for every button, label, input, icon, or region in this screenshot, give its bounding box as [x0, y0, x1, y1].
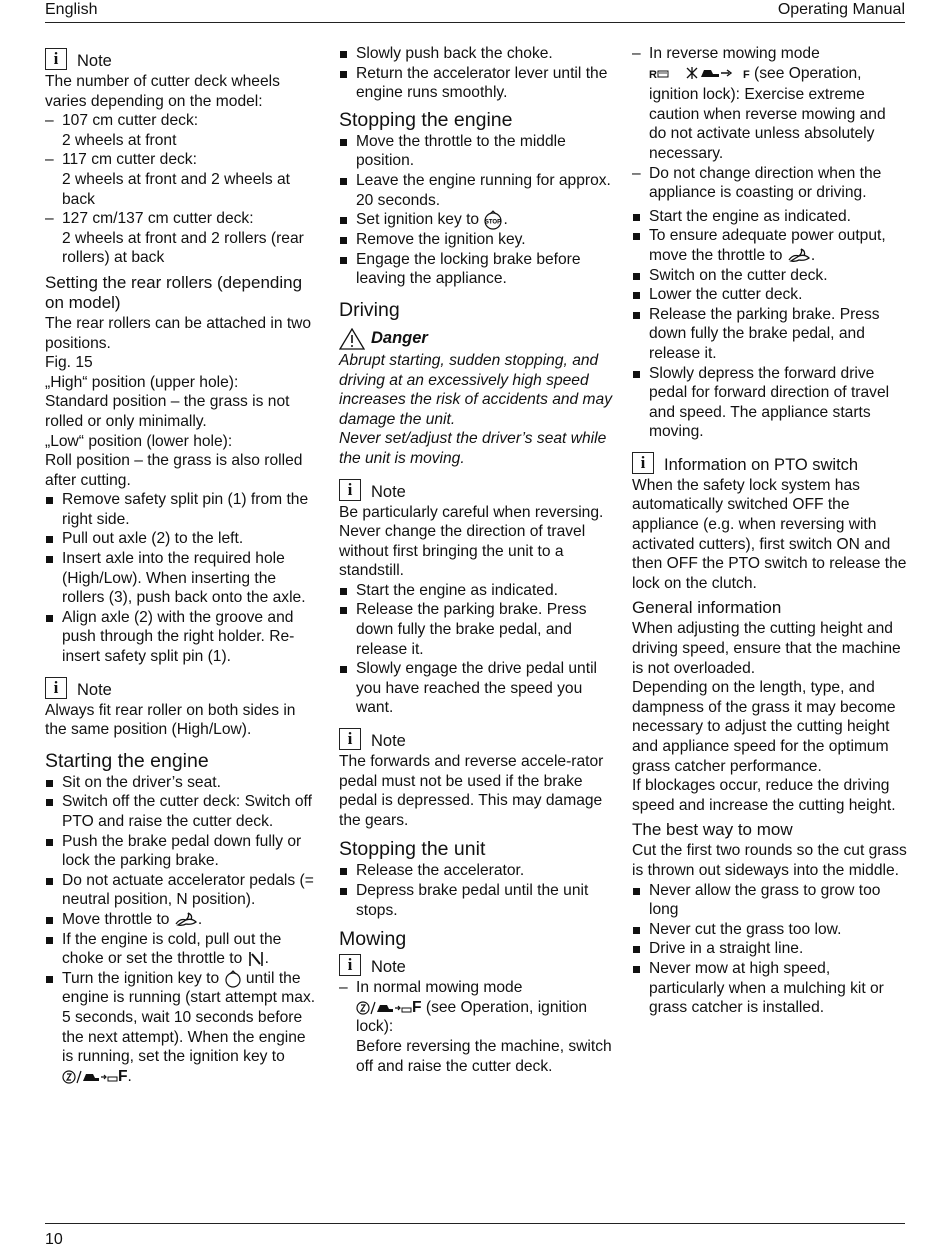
continued-steps-list [339, 44, 614, 103]
paragraph: Depending on the length, type, and dampness of the grass it may become necessary to adjust the cutting height and appliance speed for the optimum grass catcher performance. [632, 679, 896, 775]
start-steps-list [45, 773, 320, 1087]
stop-engine-steps [339, 132, 614, 289]
list-item: Switch on the cutter deck. [632, 266, 907, 286]
mow-steps-list [632, 207, 907, 442]
danger-text: Abrupt starting, sudden stopping, and driving at an excessively high speed increases the risk of accidents and may damage the unit. [339, 351, 613, 428]
paragraph: The rear rollers can be attached in two positions. [45, 314, 312, 352]
reverse-mode-list [632, 44, 907, 203]
list-item: Lower the cutter deck. [632, 285, 907, 305]
list-item: Depress brake pedal until the unit stops. [339, 881, 614, 920]
paragraph: If blockages occur, reduce the driving speed and increase the cutting height. [632, 777, 896, 814]
list-item: Engage the locking brake before leaving the appliance. [339, 250, 614, 289]
list-item: – Do not change direction when the appliance is coasting or driving. [632, 164, 907, 203]
danger-text: Never set/adjust the driver’s seat while the unit is moving. [339, 430, 607, 467]
danger-heading: Danger [339, 327, 614, 351]
reverse-label: R [649, 68, 657, 81]
note-heading: i Note [45, 675, 320, 701]
list-item: Switch off the cutter deck: Switch off PTO and raise the cutter deck. [45, 792, 320, 831]
list-item: Never allow the grass to grow too long [632, 881, 907, 920]
list-item: Remove safety split pin (1) from the right side. [45, 490, 320, 529]
note-text: Always fit rear roller on both sides in the same position (High/Low). [45, 701, 296, 739]
note-text: When the safety lock system has automatically switched OFF the appliance (e.g. when reversing with activated cutters), first switch ON and then OFF the PTO switch to release the lock on the clutch. [632, 476, 907, 592]
paragraph: „High“ position (upper hole): [45, 373, 239, 391]
paragraph: „Low“ position (lower hole): [45, 432, 233, 450]
header-language: English [45, 1, 98, 18]
note-text: Be particularly careful when reversing. Never change the direction of travel without first bringing the unit to a standstill. [339, 503, 604, 580]
list-item: If the engine is cold, pull out the choke or set the throttle to . [45, 930, 320, 969]
footer-rule [45, 1223, 905, 1224]
info-icon: i [45, 677, 67, 699]
list-item: Release the parking brake. Press down fully the brake pedal, and release it. [339, 600, 614, 659]
note-heading: i Note [339, 726, 614, 752]
hare-icon [174, 912, 198, 928]
list-item: Start the engine as indicated. [632, 207, 907, 227]
section-title-best-way: The best way to mow [632, 820, 793, 840]
note-heading: i Note [45, 46, 320, 72]
page-number: 10 [45, 1231, 63, 1248]
list-item: Never cut the grass too low. [632, 920, 907, 940]
list-item: To ensure adequate power output, move the throttle to . [632, 226, 907, 265]
list-item: – In normal mowing mode F (see Operation, ignition lock): Before reversing the machine, switch off and raise the cutter deck. [339, 978, 614, 1076]
list-item: Leave the engine running for approx. 20 seconds. [339, 171, 614, 210]
list-item: Insert axle into the required hole (High/Low). When inserting the rollers (3), push back onto the axle. [45, 549, 320, 608]
list-item: Slowly push back the choke. [339, 44, 614, 64]
section-title-mowing: Mowing [339, 928, 407, 951]
info-icon: i [339, 728, 361, 750]
column-3 [632, 44, 907, 1018]
section-title-rear-rollers: Setting the rear rollers (depending on model) [45, 272, 303, 312]
list-item: Set ignition key to STOP . [339, 210, 614, 230]
list-item: – 117 cm cutter deck: 2 wheels at front and 2 wheels at back [45, 150, 320, 209]
column-2 [339, 44, 614, 1076]
list-item: Pull out axle (2) to the left. [45, 529, 320, 549]
reverse-label-f: F [742, 68, 750, 81]
section-title-general: General information [632, 598, 782, 618]
list-item: Slowly engage the drive pedal until you have reached the speed you want. [339, 659, 614, 718]
list-item: Move the throttle to the middle position. [339, 132, 614, 171]
list-item: Move throttle to . [45, 910, 320, 930]
note-text: The forwards and reverse accele-rator pedal must not be used if the brake pedal is depressed. This may damage the gears. [339, 753, 604, 829]
hare-icon [787, 248, 811, 264]
list-item: Turn the ignition key to until the engine is running (start attempt max. 5 seconds, wait 10 seconds before the next attempt). When the engine is running, set the ignition key to F. [45, 969, 320, 1087]
list-item: Never mow at high speed, particularly when a mulching kit or grass catcher is installed. [632, 959, 907, 1018]
list-item: Drive in a straight line. [632, 939, 907, 959]
paragraph: Standard position – the grass is not rolled or only minimally. [45, 393, 290, 430]
note-heading: i Note [339, 952, 614, 978]
list-item: Release the accelerator. [339, 861, 614, 881]
header-doc-type: Operating Manual [777, 1, 905, 18]
section-title-stopping-engine: Stopping the engine [339, 108, 513, 131]
ignition-mode-icon [62, 1069, 118, 1085]
paragraph: Cut the first two rounds so the cut grass is thrown out sideways into the middle. [632, 842, 907, 879]
wheels-list [45, 111, 320, 268]
info-icon: i [339, 479, 361, 501]
note-heading: i Information on PTO switch [632, 450, 907, 476]
list-item: Release the parking brake. Press down fully the brake pedal, and release it. [632, 305, 907, 364]
list-item: Sit on the driver’s seat. [45, 773, 320, 793]
ignition-mode-icon [356, 1000, 412, 1016]
list-item: – In reverse mowing mode R F (see Operation, ignition lock): Exercise extreme caution when reverse mowing and do not activate unless absolutely necessary. [632, 44, 907, 164]
list-item: – 107 cm cutter deck: 2 wheels at front [45, 111, 320, 150]
list-item: Slowly depress the forward drive pedal for forward direction of travel and speed. The appliance starts moving. [632, 364, 907, 442]
list-item: – 127 cm/137 cm cutter deck: 2 wheels at front and 2 rollers (rear rollers) at back [45, 209, 320, 268]
info-icon: i [339, 954, 361, 976]
warning-triangle-icon [339, 328, 365, 350]
list-item: Align axle (2) with the groove and push through the right holder. Re-insert safety split pin (1). [45, 608, 320, 667]
list-item: Start the engine as indicated. [339, 581, 614, 601]
list-item: Push the brake pedal down fully or lock the parking brake. [45, 832, 320, 871]
column-1 [45, 44, 320, 1086]
stop-unit-steps [339, 861, 614, 920]
list-item: Return the accelerator lever until the engine runs smoothly. [339, 64, 614, 103]
rear-steps-list [45, 490, 320, 666]
info-icon: i [632, 452, 654, 474]
stop-icon [483, 210, 503, 230]
section-title-starting-engine: Starting the engine [45, 749, 209, 772]
note-text: The number of cutter deck wheels varies depending on the model: [45, 73, 280, 110]
section-title-driving: Driving [339, 298, 400, 321]
figure-ref: Fig. 15 [45, 354, 93, 372]
ignition-start-icon [224, 970, 242, 988]
list-item: Do not actuate accelerator pedals (= neutral position, N position). [45, 871, 320, 910]
mowing-mode-list [339, 978, 614, 1076]
best-steps-list [632, 881, 907, 1018]
choke-icon [247, 950, 265, 968]
paragraph: When adjusting the cutting height and driving speed, ensure that the machine is not overloaded. [632, 620, 901, 677]
paragraph: Roll position – the grass is also rolled after cutting. [45, 452, 303, 489]
section-title-stopping-unit: Stopping the unit [339, 838, 486, 861]
svg-text:STOP: STOP [485, 219, 502, 226]
page-header [45, 0, 905, 23]
list-item: Remove the ignition key. [339, 230, 614, 250]
drive-steps-list [339, 581, 614, 718]
note-heading: i Note [339, 477, 614, 503]
reverse-mowing-icon [657, 65, 743, 81]
info-icon: i [45, 48, 67, 70]
